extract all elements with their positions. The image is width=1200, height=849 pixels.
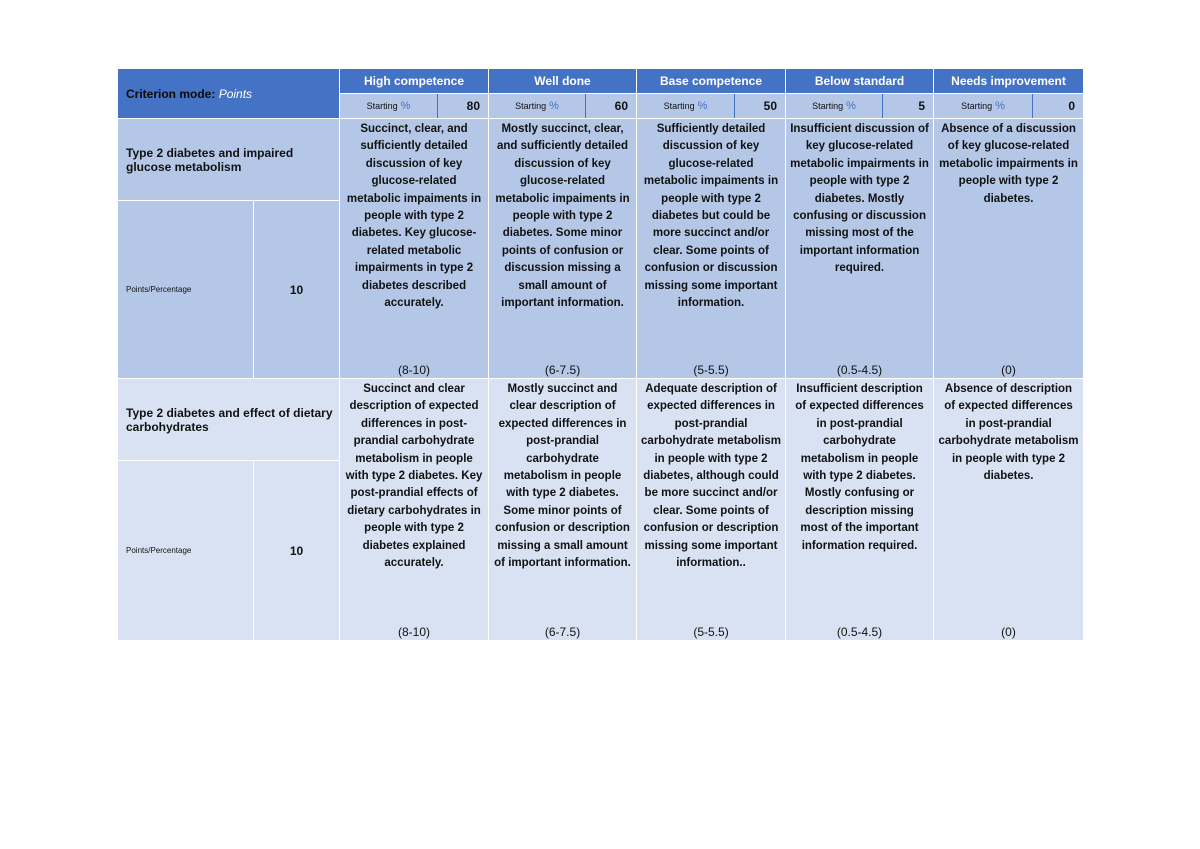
level-range: (0.5-4.5) bbox=[836, 363, 883, 377]
level-description: Insufficient description of expected differences in post-prandial carbohydrate metabolism in people with type 2 diabetes. Mostly confusing or description missing most of the important information required. bbox=[795, 383, 924, 552]
criterion-level-cell[interactable] bbox=[637, 119, 786, 379]
level-header-high-competence: High competence bbox=[340, 69, 489, 94]
level-range: (6-7.5) bbox=[544, 363, 581, 377]
level-description: Sufficiently detailed discussion of key glucose-related metabolic impaiments in people with type 2 diabetes but could be more succinct and/or clear. Some points of confusion or discussion missing some important information. bbox=[643, 123, 779, 310]
criterion-level-cell[interactable] bbox=[637, 379, 786, 641]
level-range: (5-5.5) bbox=[693, 363, 729, 377]
percent-symbol: % bbox=[995, 100, 1005, 112]
points-label: Points/Percentage bbox=[118, 201, 254, 379]
criterion-mode-header bbox=[118, 69, 340, 119]
criterion-mode-value: Points bbox=[218, 86, 253, 101]
level-range: (0.5-4.5) bbox=[836, 625, 883, 639]
criterion-level-cell[interactable] bbox=[340, 119, 489, 379]
starting-value[interactable]: 80 bbox=[438, 94, 488, 118]
criterion-level-cell[interactable] bbox=[786, 119, 934, 379]
starting-label: Starting bbox=[812, 101, 844, 111]
level-header-below-standard: Below standard bbox=[786, 69, 934, 94]
starting-value[interactable]: 5 bbox=[883, 94, 933, 118]
starting-cell-well-done bbox=[489, 94, 637, 119]
starting-cell-needs-improvement bbox=[934, 94, 1084, 119]
level-description: Absence of description of expected differences in post-prandial carbohydrate metabolism in people with type 2 diabetes. bbox=[938, 383, 1079, 483]
percent-symbol: % bbox=[697, 100, 708, 112]
level-header-needs-improvement: Needs improvement bbox=[934, 69, 1084, 94]
level-range: (5-5.5) bbox=[693, 625, 729, 639]
level-description: Succinct, clear, and sufficiently detailed discussion of key glucose-related metabolic impaiments in people with type 2 diabetes. Key glucose-related metabolic impairments in type 2 diabetes described accurately. bbox=[346, 123, 482, 310]
starting-value[interactable]: 0 bbox=[1033, 94, 1083, 118]
starting-label: Starting bbox=[515, 101, 547, 111]
level-description: Insufficient discussion of key glucose-related metabolic impairments in people with type 2 diabetes. Mostly confusing or discussion missing most of the important information required. bbox=[790, 123, 929, 275]
criterion-title: Type 2 diabetes and effect of dietary carbohydrates bbox=[118, 379, 340, 461]
points-value[interactable]: 10 bbox=[254, 461, 340, 641]
criterion-title: Type 2 diabetes and impaired glucose metabolism bbox=[118, 119, 340, 201]
starting-label: Starting bbox=[961, 101, 993, 111]
starting-value[interactable]: 50 bbox=[735, 94, 785, 118]
level-description: Absence of a discussion of key glucose-related metabolic impairments in people with type 2 diabetes. bbox=[939, 123, 1078, 205]
level-description: Adequate description of expected differences in post-prandial carbohydrate metabolism in people with type 2 diabetes, although could be more succinct and/or clear. Some points of confusion or description missing some important information.. bbox=[641, 383, 781, 570]
rubric-table bbox=[117, 68, 1084, 641]
level-range: (8-10) bbox=[398, 625, 431, 639]
starting-cell-high-competence bbox=[340, 94, 489, 119]
starting-cell-below-standard bbox=[786, 94, 934, 119]
criterion-level-cell[interactable] bbox=[489, 119, 637, 379]
starting-label: Starting bbox=[366, 101, 398, 111]
criterion-level-cell[interactable] bbox=[786, 379, 934, 641]
points-value[interactable]: 10 bbox=[254, 201, 340, 379]
criterion-level-cell[interactable] bbox=[340, 379, 489, 641]
criterion-level-cell[interactable] bbox=[934, 119, 1084, 379]
level-range: (0) bbox=[1001, 625, 1016, 639]
level-description: Mostly succinct and clear description of expected differences in post-prandial carbohydrate metabolism in people with type 2 diabetes. Some minor points of confusion or description missing a small amount of important information. bbox=[494, 383, 631, 570]
starting-value[interactable]: 60 bbox=[586, 94, 636, 118]
level-description: Mostly succinct, clear, and sufficiently detailed discussion of key glucose-related metabolic impaiments in people with type 2 diabetes. Some minor points of confusion or discussion missing a small amount of important information. bbox=[495, 123, 630, 310]
percent-symbol: % bbox=[549, 100, 559, 112]
level-header-well-done: Well done bbox=[489, 69, 637, 94]
criterion-level-cell[interactable] bbox=[489, 379, 637, 641]
criterion-level-cell[interactable] bbox=[934, 379, 1084, 641]
level-range: (0) bbox=[1001, 363, 1016, 377]
criterion-mode-label: Criterion mode: bbox=[126, 86, 216, 101]
level-range: (8-10) bbox=[398, 363, 431, 377]
level-header-base-competence: Base competence bbox=[637, 69, 786, 94]
level-description: Succinct and clear description of expected differences in post-prandial carbohydrate metabolism in people with type 2 diabetes. Key post-prandial effects of dietary carbohydrates in people with type 2 diabetes explained accurately. bbox=[345, 383, 483, 570]
level-range: (6-7.5) bbox=[544, 625, 581, 639]
percent-symbol: % bbox=[846, 100, 856, 112]
starting-label: Starting bbox=[663, 101, 695, 111]
points-label: Points/Percentage bbox=[118, 461, 254, 641]
starting-cell-base-competence bbox=[637, 94, 786, 119]
percent-symbol: % bbox=[400, 100, 411, 112]
